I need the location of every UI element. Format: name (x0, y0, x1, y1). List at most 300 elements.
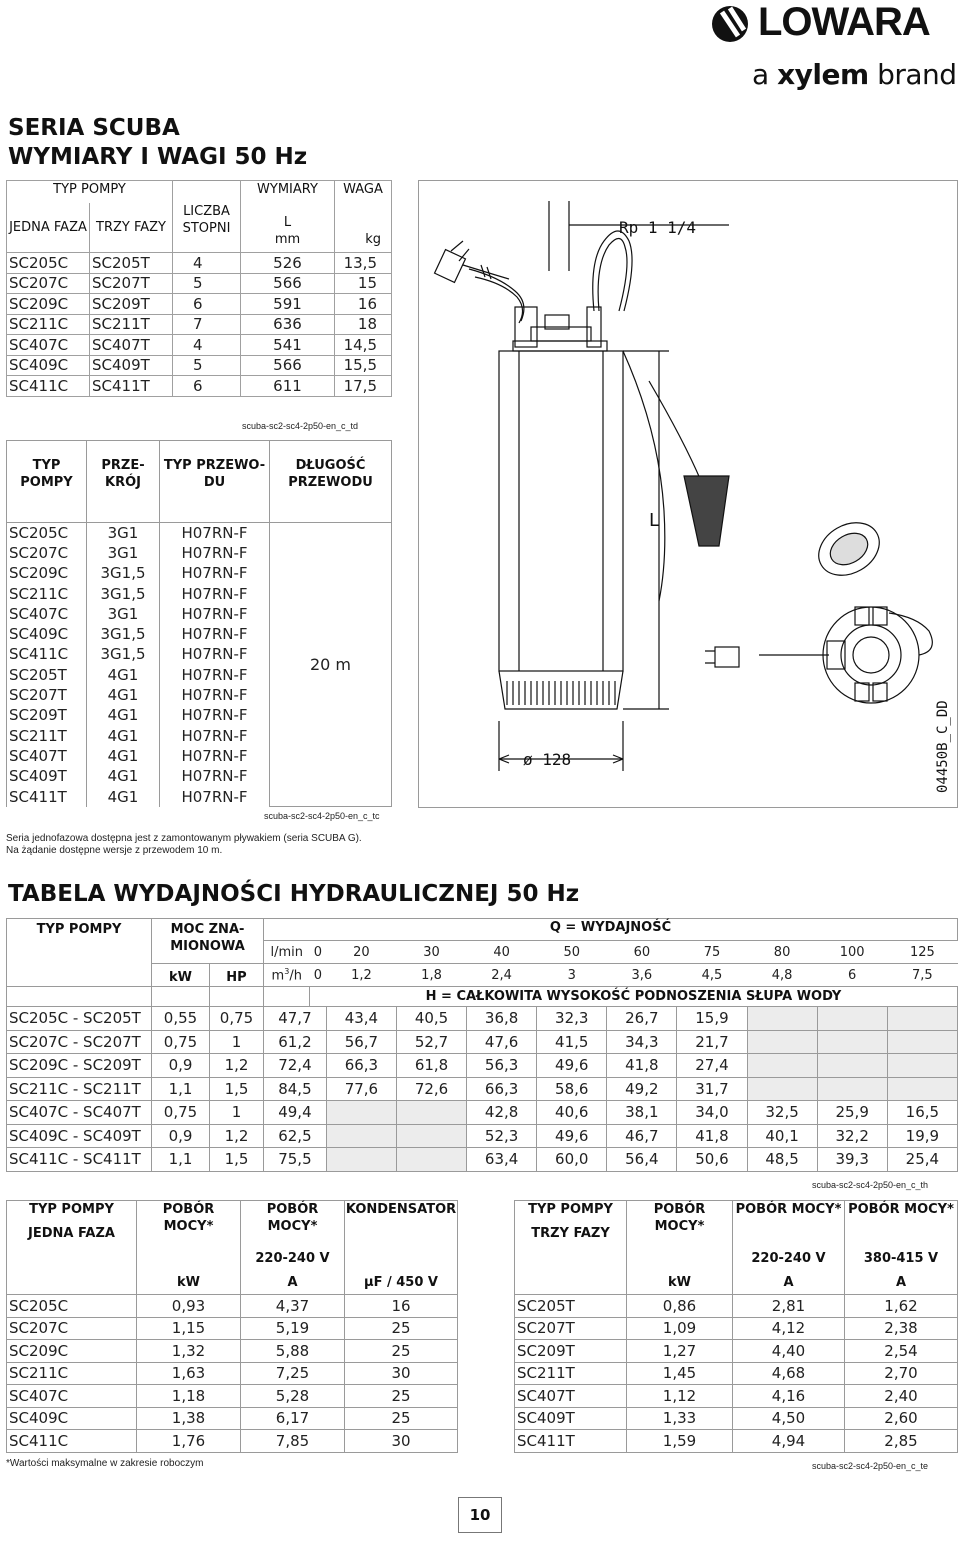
cell-pump-type: SC207C (7, 543, 87, 563)
unit-kw: kW (152, 964, 210, 987)
cell-length: 526 (241, 253, 335, 274)
cell-single-phase: SC209C (7, 294, 90, 315)
cell-cable-type: H07RN-F (160, 523, 270, 543)
pump-drawing (418, 180, 958, 808)
cell-pump-type: SC209C - SC209T (7, 1054, 152, 1078)
cell-pump-type: SC207C - SC207T (7, 1030, 152, 1054)
cell-head (817, 1077, 887, 1101)
cell-head (747, 1007, 817, 1031)
cell-cable-type: H07RN-F (160, 583, 270, 603)
cell-cable-type: H07RN-F (160, 665, 270, 685)
cell-cross-section: 4G1 (87, 746, 160, 766)
q-m3h-value: 3 (537, 964, 607, 987)
cell-amps: 5,28 (241, 1385, 345, 1408)
cell-pump-type: SC211T (515, 1362, 627, 1385)
cell-cable-type: H07RN-F (160, 644, 270, 664)
q-m3h-value: 0 (310, 964, 327, 987)
brand-tagline: a xylem brand (752, 58, 957, 91)
cell-head: 52,3 (467, 1124, 537, 1148)
table-row (7, 1124, 958, 1148)
cell-pump-type: SC211C (7, 583, 87, 603)
cell-head: 32,3 (537, 1007, 607, 1031)
cell-cross-section: 4G1 (87, 786, 160, 806)
unit-hp: HP (210, 964, 264, 987)
cell-head: 77,6 (326, 1077, 396, 1101)
cell-amps-400: 2,85 (845, 1430, 958, 1453)
page-title: SERIA SCUBA WYMIARY I WAGI 50 Hz (8, 115, 308, 170)
cell-length: 566 (241, 273, 335, 294)
table-row (7, 376, 392, 397)
cell-amps-400: 2,40 (845, 1385, 958, 1408)
cell-head: 25,9 (817, 1101, 887, 1125)
cell-head: 15,9 (677, 1007, 747, 1031)
q-lmin-value: 30 (396, 941, 466, 964)
cell-head (887, 1007, 957, 1031)
cell-pump-type: SC205C (7, 1295, 137, 1318)
cable-table-code: scuba-sc2-sc4-2p50-en_c_tc (264, 811, 380, 821)
cell-head: 25,4 (887, 1148, 957, 1172)
cell-pump-type: SC411C (7, 644, 87, 664)
cell-kw: 1,15 (137, 1317, 241, 1340)
table-row (7, 1385, 458, 1408)
cell-pump-type: SC409C (7, 1407, 137, 1430)
cell-head (817, 1054, 887, 1078)
cell-head: 48,5 (747, 1148, 817, 1172)
cell-three-phase: SC411T (90, 376, 173, 397)
header-moc: MOC ZNA- MIONOWA (152, 919, 264, 964)
table-row (7, 355, 392, 376)
cell-capacitor: 30 (345, 1362, 458, 1385)
cell-stages: 4 (173, 335, 241, 356)
cable-note-2: Na żądanie dostępne wersje z przewodem 10 m. (6, 845, 223, 856)
cell-length: 591 (241, 294, 335, 315)
cell-amps-230: 4,16 (733, 1385, 845, 1408)
cell-pump-type: SC407C - SC407T (7, 1101, 152, 1125)
cell-amps: 7,85 (241, 1430, 345, 1453)
unit-uf: µF / 450 V (345, 1271, 458, 1295)
table-row (7, 273, 392, 294)
cell-weight: 15,5 (335, 355, 392, 376)
table-row (7, 1340, 458, 1363)
q-lmin-value: 20 (326, 941, 396, 964)
cell-head (817, 1007, 887, 1031)
cell-cross-section: 3G1,5 (87, 644, 160, 664)
cable-table (6, 440, 392, 807)
pump-technical-drawing (419, 181, 959, 809)
cell-cable-type: H07RN-F (160, 604, 270, 624)
cell-weight: 13,5 (335, 253, 392, 274)
cell-pump-type: SC211T (7, 725, 87, 745)
cell-cable-type: H07RN-F (160, 725, 270, 745)
cell-pump-type: SC407C (7, 1385, 137, 1408)
cell-amps: 4,37 (241, 1295, 345, 1318)
cell-hp: 1 (210, 1101, 264, 1125)
header-jedna-faza: JEDNA FAZA (7, 203, 90, 253)
unit-kg: kg (335, 231, 392, 253)
table-row (7, 523, 392, 543)
cell-head: 66,3 (326, 1054, 396, 1078)
cell-cable-type: H07RN-F (160, 786, 270, 806)
cell-kw: 1,33 (627, 1407, 733, 1430)
cell-head (747, 1077, 817, 1101)
cell-head: 16,5 (887, 1101, 957, 1125)
cell-cross-section: 4G1 (87, 705, 160, 725)
cell-length: 636 (241, 314, 335, 335)
cell-head: 56,3 (467, 1054, 537, 1078)
brand-name: LOWARA (758, 0, 930, 44)
cell-kw: 1,09 (627, 1317, 733, 1340)
cell-head (747, 1054, 817, 1078)
q-m3h-value: 4,5 (677, 964, 747, 987)
page-number: 10 (458, 1497, 502, 1533)
perf-table-code: scuba-sc2-sc4-2p50-en_c_th (812, 1180, 929, 1190)
table-row (7, 335, 392, 356)
cell-head: 47,7 (264, 1007, 327, 1031)
cell-kw: 1,12 (627, 1385, 733, 1408)
cell-single-phase: SC205C (7, 253, 90, 274)
three-phase-table (514, 1200, 958, 1453)
cell-pump-type: SC207T (7, 685, 87, 705)
q-lmin-value: 50 (537, 941, 607, 964)
header-kondensator: KONDENSATOR (345, 1201, 458, 1247)
cell-head: 49,6 (537, 1054, 607, 1078)
cell-head: 46,7 (607, 1124, 677, 1148)
cell-stages: 5 (173, 273, 241, 294)
cell-head: 27,4 (677, 1054, 747, 1078)
header-typ-pompy-1f: TYP POMPY (7, 1201, 137, 1225)
table-row (7, 314, 392, 335)
cell-head (747, 1030, 817, 1054)
cell-head: 60,0 (537, 1148, 607, 1172)
header-pobor-3f-c: POBÓR MOCY* (845, 1201, 958, 1247)
cell-amps-230: 4,12 (733, 1317, 845, 1340)
cell-capacitor: 25 (345, 1340, 458, 1363)
cell-head: 49,4 (264, 1101, 327, 1125)
table-row (7, 1077, 958, 1101)
cell-kw: 1,32 (137, 1340, 241, 1363)
cell-cross-section: 4G1 (87, 665, 160, 685)
cell-pump-type: SC205T (7, 665, 87, 685)
cell-head: 34,3 (607, 1030, 677, 1054)
cell-head: 72,6 (396, 1077, 466, 1101)
header-pobor-1f-b: POBÓR MOCY* (241, 1201, 345, 1247)
cell-amps: 5,88 (241, 1340, 345, 1363)
cell-head: 61,8 (396, 1054, 466, 1078)
cell-hp: 1,5 (210, 1148, 264, 1172)
cell-head (817, 1030, 887, 1054)
cell-pump-type: SC207T (515, 1317, 627, 1340)
header-przekroj: PRZE- KRÓJ (87, 441, 160, 523)
unit-a-1f: A (241, 1271, 345, 1295)
cell-kw: 0,9 (152, 1124, 210, 1148)
cell-head: 34,0 (677, 1101, 747, 1125)
cell-capacitor: 25 (345, 1385, 458, 1408)
header-typ-pompy-perf: TYP POMPY (7, 919, 152, 987)
cell-head: 36,8 (467, 1007, 537, 1031)
cell-hp: 1,2 (210, 1054, 264, 1078)
q-lmin-value: 75 (677, 941, 747, 964)
cell-kw: 0,9 (152, 1054, 210, 1078)
cell-head (326, 1101, 396, 1125)
cell-head: 75,5 (264, 1148, 327, 1172)
table-row (515, 1362, 958, 1385)
cell-head (326, 1124, 396, 1148)
cell-pump-type: SC411T (7, 786, 87, 806)
cell-kw: 0,75 (152, 1101, 210, 1125)
q-m3h-value: 1,2 (326, 964, 396, 987)
header-pobor-1f-a: POBÓR MOCY* (137, 1201, 241, 1247)
cell-kw: 1,45 (627, 1362, 733, 1385)
cell-cross-section: 4G1 (87, 766, 160, 786)
cell-single-phase: SC411C (7, 376, 90, 397)
cell-single-phase: SC407C (7, 335, 90, 356)
cell-head (396, 1124, 466, 1148)
unit-mm: mm (241, 231, 335, 253)
cell-kw: 1,76 (137, 1430, 241, 1453)
cell-pump-type: SC409T (7, 766, 87, 786)
cell-amps-230: 4,94 (733, 1430, 845, 1453)
unit-kw-3f: kW (627, 1271, 733, 1295)
header-trzy-fazy: TRZY FAZY (90, 203, 173, 253)
table-row (515, 1430, 958, 1453)
cell-cross-section: 3G1,5 (87, 563, 160, 583)
cable-note-1: Seria jednofazowa dostępna jest z zamontowanym pływakiem (seria SCUBA G). (6, 833, 362, 844)
header-typ-przewodu: TYP PRZEWO- DU (160, 441, 270, 523)
cell-kw: 0,93 (137, 1295, 241, 1318)
header-dlugosc: DŁUGOŚĆ PRZEWODU (270, 441, 392, 523)
q-lmin-value: 40 (467, 941, 537, 964)
cell-single-phase: SC211C (7, 314, 90, 335)
header-jedna-faza-1f: JEDNA FAZA (7, 1225, 137, 1247)
header-h: H = CAŁKOWITA WYSOKOŚĆ PODNOSZENIA SŁUPA WODY (310, 987, 958, 1007)
unit-a-3f-b: A (845, 1271, 958, 1295)
cell-head: 26,7 (607, 1007, 677, 1031)
cell-three-phase: SC409T (90, 355, 173, 376)
cell-pump-type: SC211C (7, 1362, 137, 1385)
table-row (515, 1385, 958, 1408)
q-lmin-value: 125 (887, 941, 957, 964)
cell-kw: 1,18 (137, 1385, 241, 1408)
cell-stages: 5 (173, 355, 241, 376)
header-voltage-3f-b: 380-415 V (845, 1247, 958, 1271)
cell-stages: 6 (173, 294, 241, 315)
cell-length: 541 (241, 335, 335, 356)
q-lmin-value: 60 (607, 941, 677, 964)
cell-three-phase: SC211T (90, 314, 173, 335)
cell-amps-400: 2,54 (845, 1340, 958, 1363)
cell-capacitor: 25 (345, 1407, 458, 1430)
cell-kw: 0,55 (152, 1007, 210, 1031)
header-voltage-3f-a: 220-240 V (733, 1247, 845, 1271)
cell-kw: 1,63 (137, 1362, 241, 1385)
thread-label: Rp 1 1/4 (619, 218, 697, 237)
table-row (515, 1407, 958, 1430)
cell-pump-type: SC407T (7, 746, 87, 766)
cell-kw: 1,27 (627, 1340, 733, 1363)
table-row (7, 1030, 958, 1054)
cell-hp: 0,75 (210, 1007, 264, 1031)
cell-amps-230: 4,50 (733, 1407, 845, 1430)
cell-kw: 1,1 (152, 1077, 210, 1101)
q-lmin-value: 80 (747, 941, 817, 964)
header-typ-pompy-cable: TYP POMPY (7, 441, 87, 523)
cell-head: 39,3 (817, 1148, 887, 1172)
cell-pump-type: SC205T (515, 1295, 627, 1318)
cell-amps-400: 2,60 (845, 1407, 958, 1430)
cell-pump-type: SC411T (515, 1430, 627, 1453)
cell-three-phase: SC207T (90, 273, 173, 294)
cell-head: 47,6 (467, 1030, 537, 1054)
header-typ-pompy: TYP POMPY (7, 181, 173, 203)
q-m3h-value: 6 (817, 964, 887, 987)
cell-head (887, 1030, 957, 1054)
cell-head: 66,3 (467, 1077, 537, 1101)
cell-head (887, 1054, 957, 1078)
cell-weight: 14,5 (335, 335, 392, 356)
length-label: L (649, 510, 660, 531)
header-q: Q = WYDAJNOŚĆ (264, 919, 958, 941)
cell-head: 61,2 (264, 1030, 327, 1054)
cell-head: 41,5 (537, 1030, 607, 1054)
cell-cable-type: H07RN-F (160, 746, 270, 766)
cell-stages: 6 (173, 376, 241, 397)
cell-length: 566 (241, 355, 335, 376)
cell-pump-type: SC209T (7, 705, 87, 725)
cell-head (396, 1148, 466, 1172)
q-m3h-value: 3,6 (607, 964, 677, 987)
cell-pump-type: SC205C - SC205T (7, 1007, 152, 1031)
cell-cross-section: 3G1,5 (87, 624, 160, 644)
cell-cable-type: H07RN-F (160, 624, 270, 644)
cell-pump-type: SC407C (7, 604, 87, 624)
cell-pump-type: SC211C - SC211T (7, 1077, 152, 1101)
unit-kw-1f: kW (137, 1271, 241, 1295)
cell-head: 50,6 (677, 1148, 747, 1172)
cell-pump-type: SC409C - SC409T (7, 1124, 152, 1148)
table-row (7, 1101, 958, 1125)
cell-kw: 0,86 (627, 1295, 733, 1318)
cell-cross-section: 3G1 (87, 523, 160, 543)
cell-head (326, 1148, 396, 1172)
cell-cross-section: 3G1 (87, 543, 160, 563)
cell-head: 56,4 (607, 1148, 677, 1172)
cell-kw: 1,38 (137, 1407, 241, 1430)
unit-lmin: l/min (264, 941, 310, 964)
cell-capacitor: 25 (345, 1317, 458, 1340)
header-pobor-3f-b: POBÓR MOCY* (733, 1201, 845, 1247)
unit-a-3f-a: A (733, 1271, 845, 1295)
cell-head (887, 1077, 957, 1101)
q-m3h-value: 2,4 (467, 964, 537, 987)
cell-cable-type: H07RN-F (160, 543, 270, 563)
cell-hp: 1,2 (210, 1124, 264, 1148)
cell-cable-type: H07RN-F (160, 685, 270, 705)
table-row (7, 294, 392, 315)
cell-head: 63,4 (467, 1148, 537, 1172)
cell-weight: 18 (335, 314, 392, 335)
header-L: L (241, 203, 335, 231)
cell-cable-type: H07RN-F (160, 563, 270, 583)
header-wymiary: WYMIARY (241, 181, 335, 203)
cell-head: 41,8 (607, 1054, 677, 1078)
table-row (7, 1362, 458, 1385)
cell-stages: 7 (173, 314, 241, 335)
cell-head: 43,4 (326, 1007, 396, 1031)
header-liczba-stopni: LICZBA STOPNI (173, 203, 241, 253)
cell-head: 56,7 (326, 1030, 396, 1054)
cell-amps-230: 4,40 (733, 1340, 845, 1363)
footnote: *Wartości maksymalne w zakresie roboczym (6, 1458, 204, 1469)
cell-head: 32,2 (817, 1124, 887, 1148)
cell-pump-type: SC209T (515, 1340, 627, 1363)
cell-amps-400: 1,62 (845, 1295, 958, 1318)
cell-stages: 4 (173, 253, 241, 274)
cell-pump-type: SC407T (515, 1385, 627, 1408)
table-row (7, 1054, 958, 1078)
cell-three-phase: SC209T (90, 294, 173, 315)
cell-cable-length: 20 m (270, 523, 392, 807)
cell-amps-400: 2,70 (845, 1362, 958, 1385)
header-pobor-3f-a: POBÓR MOCY* (627, 1201, 733, 1247)
header-waga: WAGA (335, 181, 392, 203)
table-row (7, 1407, 458, 1430)
cell-head: 52,7 (396, 1030, 466, 1054)
three-table-code: scuba-sc2-sc4-2p50-en_c_te (812, 1461, 929, 1471)
drawing-code: 04450B_C_DD (935, 700, 951, 793)
cell-head (396, 1101, 466, 1125)
table-row (7, 253, 392, 274)
cell-head: 49,6 (537, 1124, 607, 1148)
cell-head: 32,5 (747, 1101, 817, 1125)
lowara-logo-icon (708, 4, 756, 44)
table-row (515, 1317, 958, 1340)
cell-three-phase: SC205T (90, 253, 173, 274)
cell-kw: 1,1 (152, 1148, 210, 1172)
cell-cross-section: 4G1 (87, 725, 160, 745)
cell-pump-type: SC209C (7, 1340, 137, 1363)
cell-amps-230: 2,81 (733, 1295, 845, 1318)
cell-pump-type: SC205C (7, 523, 87, 543)
cell-head: 84,5 (264, 1077, 327, 1101)
table-row (7, 1148, 958, 1172)
cell-pump-type: SC411C - SC411T (7, 1148, 152, 1172)
unit-m3h: $m^3/h$ (264, 964, 310, 987)
q-m3h-value: 4,8 (747, 964, 817, 987)
cell-head: 49,2 (607, 1077, 677, 1101)
cell-kw: 0,75 (152, 1030, 210, 1054)
table-row (7, 1007, 958, 1031)
q-lmin-value: 100 (817, 941, 887, 964)
cell-amps-400: 2,38 (845, 1317, 958, 1340)
table-row (515, 1295, 958, 1318)
cell-length: 611 (241, 376, 335, 397)
cell-single-phase: SC409C (7, 355, 90, 376)
performance-title: TABELA WYDAJNOŚCI HYDRAULICZNEJ 50 Hz (8, 881, 580, 907)
cell-amps: 5,19 (241, 1317, 345, 1340)
cell-cross-section: 4G1 (87, 685, 160, 705)
cell-pump-type: SC409C (7, 624, 87, 644)
single-phase-table (6, 1200, 458, 1453)
cell-cable-type: H07RN-F (160, 766, 270, 786)
cell-head: 21,7 (677, 1030, 747, 1054)
header-typ-pompy-3f: TYP POMPY (515, 1201, 627, 1225)
cell-head: 31,7 (677, 1077, 747, 1101)
table-row (7, 1317, 458, 1340)
cell-head: 42,8 (467, 1101, 537, 1125)
cell-capacitor: 16 (345, 1295, 458, 1318)
cell-hp: 1 (210, 1030, 264, 1054)
cell-pump-type: SC409T (515, 1407, 627, 1430)
